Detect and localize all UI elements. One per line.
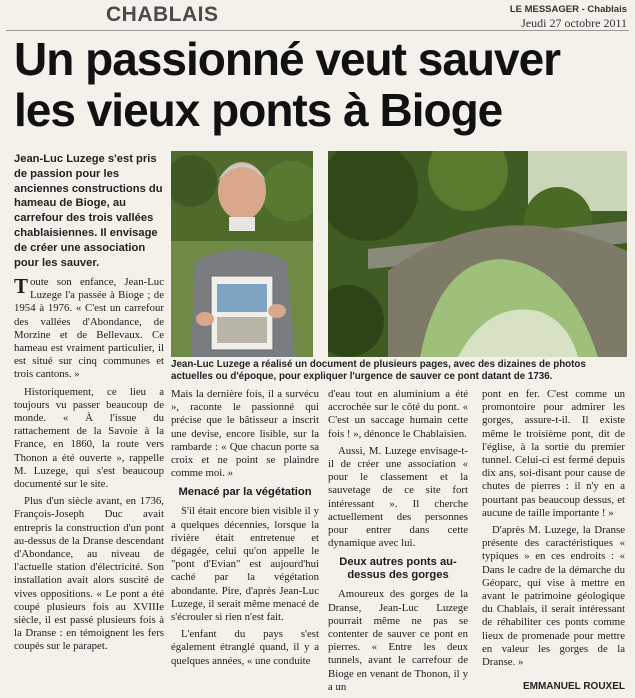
bridge-photo-illustration (328, 151, 627, 357)
paragraph: Historiquement, ce lieu a toujours vu passer beaucoup de monde. « À l'issue du rattachement de la Savoie à la France, en 1860, la route vers Thonon a été ouverte », rappelle M. Luzege, qui s'est beaucoup documenté sur le site. (14, 385, 164, 491)
header-rule (6, 30, 629, 31)
portrait-photo (171, 151, 313, 357)
paragraph: L'enfant du pays s'est également étranglé quand, il y a quelques années, « une conduite (171, 628, 319, 667)
issue-date: Jeudi 27 octobre 2011 (521, 16, 627, 30)
section-tag: CHABLAIS (106, 3, 219, 26)
paragraph: S'il était encore bien visible il y a quelques décennies, lorsque la rivière était entretenue et dégagée, celui qu'on appelle le "pont d'Evian" est aujourd'hui caché par la végétation abondante. Pire, d'après Jean-Luc Luzege, il serait même menacé de s'écrouler si rien n'est fait. (171, 505, 319, 624)
article-column-3 (328, 388, 468, 698)
paragraph: Toute son enfance, Jean-Luc Luzege l'a passée à Bioge ; de 1954 à 1976. « C'est un carrefour des vallées d'Abondance, de Morzine et de Bellevaux. Ce hameau est vraiment particulier, il est situé sur cinq communes et trois cantons. » (14, 274, 164, 381)
paragraph: Aussi, M. Luzege envisage-t-il de créer une association « pour le classement et la sauvetage de ce site fort intéressant ». Il cherche actuellement des personnes pour entrer dans cette dynamique avec lui. (328, 444, 468, 550)
article-column-1 (14, 276, 164, 658)
headline (14, 34, 629, 136)
article-column-4 (482, 388, 625, 673)
paragraph: Plus d'un siècle avant, en 1736, François-Joseph Duc avait entrepris la construction d'un pont au-dessus de la Dranse descendant d'Abondance, au niveau de l'actuelle station d'électricité. Son installation avait alors suscité de vives oppositions. « Le pont a été coupé plusieurs fois au XVIIIe siècle, il est passé plusieurs fois à la Dranse : en témoignent les fers coupés sur le parapet. (14, 495, 164, 653)
paragraph: D'après M. Luzege, la Dranse présente des caractéristiques « typiques » en ces endroits : « Dans le cadre de la démarche du Géoparc, qui vise à mettre en avant le patrimoine géologique du Chablais, il serait intéressant de réhabiliter ces ponts comme lieux de promenade pour mettre en valeur les gorges de la Dranse. » (482, 524, 625, 669)
photo-caption: Jean-Luc Luzege a réalisé un document de plusieurs pages, avec des dizaines de photos actuelles ou d'époque, pour expliquer l'urgence de sauver ce pont datant de 1736. (171, 359, 586, 383)
byline: EMMANUEL ROUXEL (522, 681, 625, 692)
paragraph: pont en fer. C'est comme un promontoire pour admirer les gorges, assure-t-il. Il existe même le troisième pont, dit de l'église, à la sortie du premier tunnel. Celui-ci est fermé depuis dix ans, soi-disant pour cause de chutes de pierres : il n'y en a pourtant pas beaucoup dessus, et aucune de taille importante ! » (482, 388, 625, 519)
bridge-photo (328, 151, 627, 357)
paragraph: Mais la dernière fois, il a survécu », raconte le passionné qui précise que le bâtisseur a inscrit une devise, encore lisible, sur la rambarde : « Que chacun porte sa croix et ne point se plaindre comme moi. » (171, 388, 319, 480)
article-column-2 (171, 388, 319, 672)
headline-line-1: Un passionné veut sauver (14, 33, 561, 85)
subheading: Menacé par la végétation (178, 486, 312, 499)
headline-line-2: les vieux ponts à Bioge (14, 84, 503, 136)
subheading: Deux autres ponts au-dessus des gorges (339, 556, 457, 582)
lead-paragraph: Jean-Luc Luzege s'est pris de passion pour les anciennes constructions du hameau de Bioge, au carrefour des trois vallées chablaisiennes. Il envisage de créer une association pour les sauver. (14, 153, 163, 269)
paragraph: Amoureux des gorges de la Dranse, Jean-Luc Luzege pourrait même ne pas se contenter de sauver ce pont en pierres. « Entre les deux tunnels, avant le carrefour de Bioge en venant de Thonon, il y a un (328, 588, 468, 693)
portrait-photo-illustration (171, 151, 313, 357)
paper-name: LE MESSAGER - Chablais (509, 4, 627, 15)
masthead (510, 4, 627, 31)
drop-cap: T (14, 274, 29, 298)
paragraph: d'eau tout en aluminium a été accrochée sur le côté du pont. « C'est un saccage humain cette fois ! », dénonce le Chablaisien. (328, 388, 468, 440)
